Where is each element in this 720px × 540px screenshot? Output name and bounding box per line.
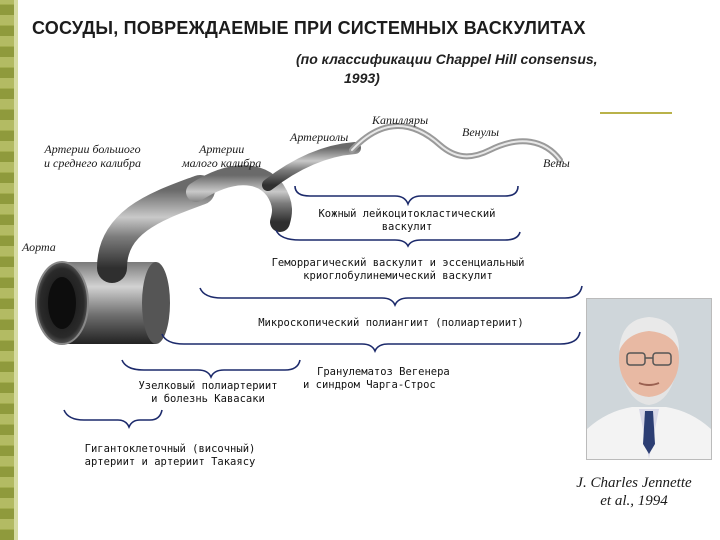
label-aorta: Аорта — [22, 240, 56, 254]
artery-branch — [112, 190, 200, 268]
label-capillaries: Капилляры — [372, 113, 429, 127]
bracket-microscopic — [162, 332, 580, 351]
label-small-arteries: Артерии малого калибра — [182, 142, 262, 170]
bracket-wegener — [122, 360, 300, 377]
author-citation: J. Charles Jennette et al., 1994 — [576, 475, 692, 509]
subtitle-line-1: (по классификации Chappel Hill consensus, — [296, 51, 598, 67]
disease-microscopic: Микроскопический полиангиит (полиартериит) — [258, 317, 524, 329]
label-veins: Вены — [543, 156, 570, 170]
disease-giant-cell: Гигантоклеточный (височный) артериит и артериит Такаясу — [84, 443, 256, 468]
label-large-medium-arteries: Артерии большого и среднего калибра — [44, 142, 141, 170]
subtitle-line-2: 1993) — [344, 70, 380, 86]
slide-title: СОСУДЫ, ПОВРЕЖДАЕМЫЕ ПРИ СИСТЕМНЫХ ВАСКУЛИТАХ — [32, 18, 586, 38]
bracket-cutaneous — [295, 186, 518, 204]
bracket-hemorrhagic — [200, 286, 582, 305]
small-artery-tube — [268, 148, 355, 185]
portrait-illustration — [587, 299, 711, 459]
bracket-giant-cell — [64, 410, 162, 427]
disease-wegener: Гранулематоз Вегенера и синдром Чарга-Строс — [303, 366, 450, 391]
author-photo — [586, 298, 712, 460]
disease-hemorrhagic: Геморрагический васкулит и эссенциальный криоглобулинемический васкулит — [271, 257, 525, 282]
disease-cutaneous: Кожный лейкоцитокластический васкулит — [318, 208, 496, 233]
disease-polyarteritis: Узелковый полиартериит и болезнь Кавасаки — [138, 380, 278, 405]
label-venules: Венулы — [462, 125, 499, 139]
label-arterioles: Артериолы — [290, 130, 349, 144]
